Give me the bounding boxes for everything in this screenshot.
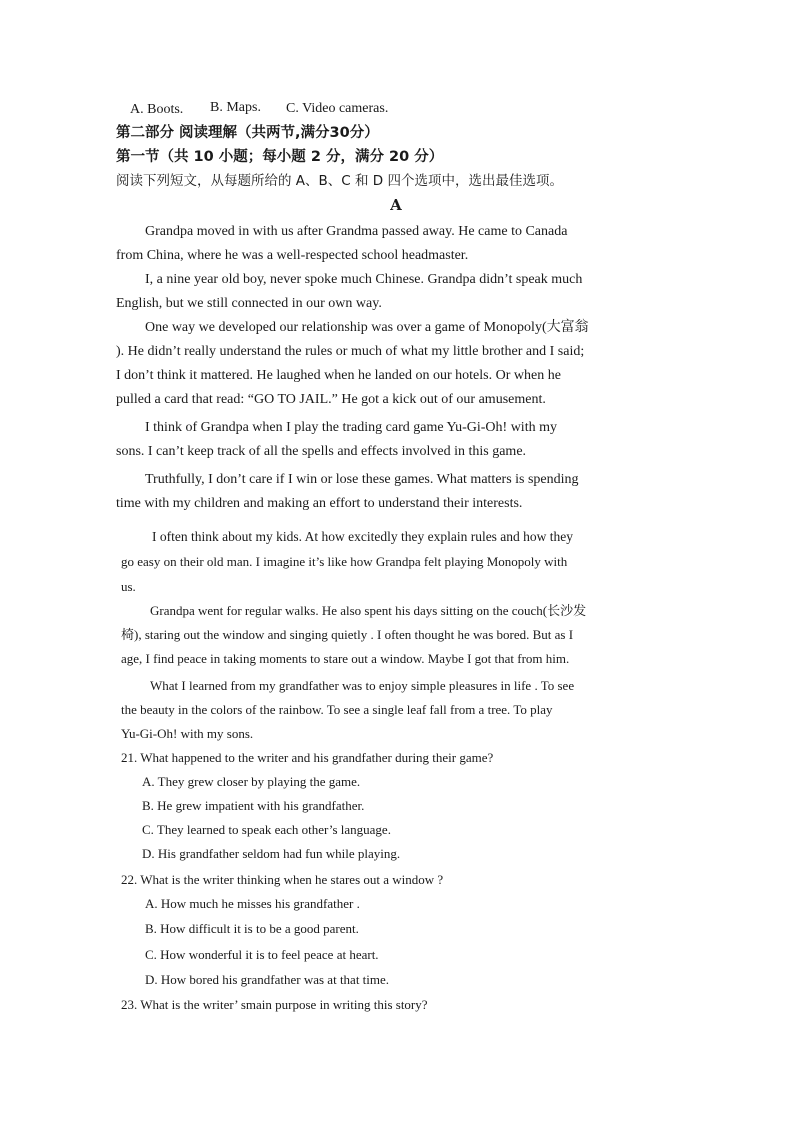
passage-line: age, I find peace in taking moments to stare out a window. Maybe I got that from him. [121,651,570,666]
question-23-stem: 23. What is the writer’ smain purpose in writing this story? [121,997,428,1012]
passage-line: English, but we still connected in our own way. [116,296,382,311]
part-title: 第二部分 阅读理解（共两节,满分30分） [116,125,379,141]
passage-line: What I learned from my grandfather was to enjoy simple pleasures in life . To see [150,678,575,693]
prev-option-a: A. Boots. [130,102,184,117]
question-22-option-c[interactable]: C. How wonderful it is to feel peace at heart. [145,947,379,962]
question-21-stem: 21. What happened to the writer and his grandfather during their game? [121,750,494,765]
passage-line: from China, where he was a well-respected school headmaster. [116,248,469,263]
question-21-option-c[interactable]: C. They learned to speak each other’s language. [142,822,391,837]
passage-line: Yu-Gi-Oh! with my sons. [121,726,254,741]
passage-line: ). He didn’t really understand the rules or much of what my little brother and I said; [116,344,585,359]
question-22-option-d[interactable]: D. How bored his grandfather was at that time. [145,972,390,987]
sub-title: 第一节（共 10 小题；每小题 2 分，满分 20 分） [116,149,444,165]
passage-line: pulled a card that read: “GO TO JAIL.” He got a kick out of our amusement. [116,392,546,407]
prev-option-b: B. Maps. [210,100,261,115]
passage-line: sons. I can’t keep track of all the spells and effects involved in this game. [116,444,527,459]
passage-line: I, a nine year old boy, never spoke much Chinese. Grandpa didn’t speak much [145,272,583,287]
passage-line: the beauty in the colors of the rainbow. To see a single leaf fall from a tree. To play [121,702,553,717]
question-22-option-b[interactable]: B. How difficult it is to be a good parent. [145,921,359,936]
passage-line: Grandpa went for regular walks. He also spent his days sitting on the couch(长沙发 [150,603,587,618]
passage-letter: A [390,196,402,214]
question-21-option-d[interactable]: D. His grandfather seldom had fun while playing. [142,846,401,861]
passage-line: go easy on their old man. I imagine it’s like how Grandpa felt playing Monopoly with [121,554,568,569]
passage-line: I often think about my kids. At how excitedly they explain rules and how they [152,529,574,544]
question-21-option-a[interactable]: A. They grew closer by playing the game. [142,774,361,789]
passage-line: One way we developed our relationship was over a game of Monopoly(大富翁 [145,320,589,335]
passage-line: Truthfully, I don’t care if I win or lose these games. What matters is spending [145,472,579,487]
passage-line: 椅), staring out the window and singing quietly . I often thought he was bored. But as I [121,627,574,642]
passage-line: Grandpa moved in with us after Grandma passed away. He came to Canada [145,224,568,239]
question-21-option-b[interactable]: B. He grew impatient with his grandfather. [142,798,365,813]
question-22-option-a[interactable]: A. How much he misses his grandfather . [145,896,360,911]
passage-line: I don’t think it mattered. He laughed when he landed on our hotels. Or when he [116,368,561,383]
passage-line: I think of Grandpa when I play the trading card game Yu-Gi-Oh! with my [145,420,557,435]
passage-line: us. [121,579,136,594]
passage-line: time with my children and making an effort to understand their interests. [116,496,523,511]
question-22-stem: 22. What is the writer thinking when he stares out a window ? [121,872,444,887]
prev-option-c: C. Video cameras. [286,101,389,116]
instruction: 阅读下列短文，从每题所给的 A、B、C 和 D 四个选项中，选出最佳选项。 [116,173,563,189]
